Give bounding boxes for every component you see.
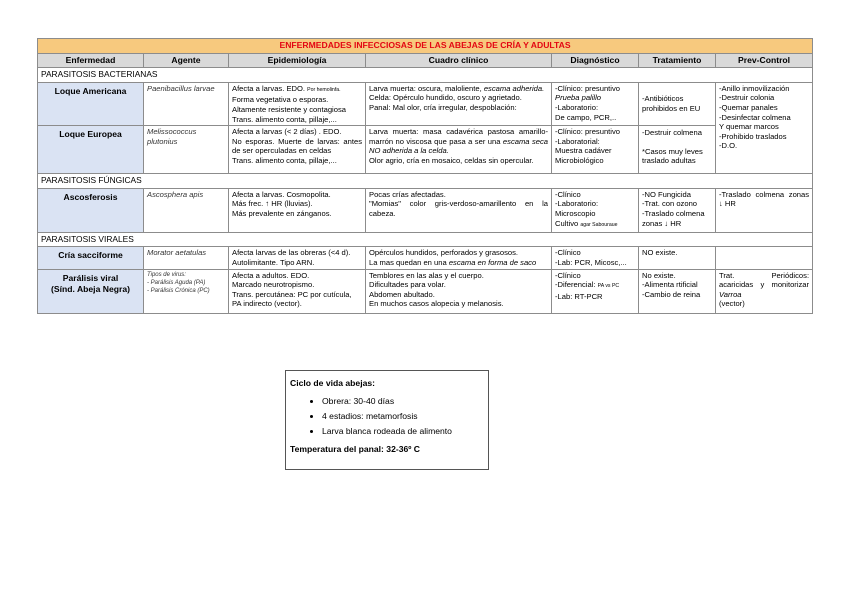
table-title: ENFERMEDADES INFECCIOSAS DE LAS ABEJAS DE CRÍA Y ADULTAS [38,39,813,54]
epi-line: Afecta a larvas. EDO. [232,83,306,93]
diag-cell [552,247,639,269]
prev-cell [716,82,813,173]
header-prev-control: Prev-Control [716,53,813,68]
epi-line: No esporas. Muerte de larvas: antes de ser operculadas en celdas [232,136,362,156]
diag-line: De campo, PCR,.. [555,112,617,122]
clinic-cell [366,269,552,313]
disease-name: Loque Europea [38,126,144,174]
prev-cell: -Traslado colmena zonas ↓ HR [716,188,813,232]
treat-cell [639,126,716,174]
table-row [38,82,813,125]
header-row [38,53,813,68]
life-cycle-box [285,370,489,470]
disease-name-line: (Sínd. Abeja Negra) [51,283,130,294]
life-cycle-list [286,395,488,437]
diag-line: -Clínico: presuntivo [555,127,620,137]
diag-cell [552,269,639,313]
hive-temperature: Temperatura del panal: 32-36º C [290,444,421,454]
diseases-table [37,38,813,314]
clinic-line: Panal: Mal olor, cría irregular, despoblación: [369,102,517,112]
treat-line: No existe. [642,270,676,280]
agent-line: plutonius [147,136,178,146]
clinic-text: Larva muerta: masa cadavérica pastosa amarillo-marrón no viscosa que pasa a ser una [369,127,548,146]
prev-line: -D.O. [719,141,738,151]
clinic-line: Celda: Opérculo hundido, oscuro y agrietado. [369,93,522,103]
prev-italic: Varroa [719,289,742,299]
section-bacterianas: PARASITOSIS BACTERIANAS [38,68,813,83]
treat-cell: NO existe. [639,247,716,269]
diag-line: -Laboratorio: [555,199,599,209]
table-row [38,269,813,313]
agent-cell: Ascosphera apis [144,188,229,232]
diag-line: -Clínico [555,248,581,258]
clinic-line: Abdomen abultado. [369,289,435,299]
prev-line: -Destruir colonia [719,93,775,103]
diag-cell [552,126,639,174]
clinic-text: La mas quedan en una [369,257,447,267]
treat-cell [639,188,716,232]
header-tratamiento: Tratamiento [639,53,716,68]
table-row [38,188,813,232]
epi-note: Por hemolinfa. [307,86,341,93]
prev-cell [716,269,813,313]
epi-cell [229,82,366,125]
header-diagnostico: Diagnóstico [552,53,639,68]
epi-line: Más prevalente en zánganos. [232,208,332,218]
agent-cell: Morator aetatulas [144,247,229,269]
epi-line: Afecta a larvas. Cosmopolita. [232,189,331,199]
prev-line: (vector) [719,299,745,309]
header-enfermedad: Enfermedad [38,53,144,68]
clinic-line: Pocas crías afectadas. [369,189,446,199]
prev-text: Trat. Periódicos: acaricidas y monitorizar [719,270,810,290]
clinic-line: Temblores en las alas y el cuerpo. [369,270,484,280]
prev-line: Y quemar marcos [719,122,779,132]
clinic-line: Dificultades para volar. [369,280,446,290]
epi-cell [229,188,366,232]
clinic-italic: escama seca NO adherida a la celda. [369,136,548,156]
agent-line: - Parálisis Crónica (PC) [147,287,210,294]
prev-line: -Prohibido traslados [719,131,787,141]
diag-line: -Laboratorial: [555,136,600,146]
prev-line: -Quemar panales [719,102,778,112]
clinic-italic: escama adherida. [483,83,545,93]
epi-line: Marcado neurotropismo. [232,280,315,290]
clinic-line: En muchos casos alopecia y melanosis. [369,299,504,309]
clinic-cell [366,126,552,174]
diag-line: Prueba palillo [555,93,602,103]
table-row [38,126,813,174]
disease-name-line: Parálisis viral [62,272,119,283]
disease-name: Ascosferosis [38,188,144,232]
diag-line: -Lab: PCR, Micosc,... [555,257,627,267]
diag-line: Cultivo [555,218,579,228]
clinic-line: "Momias" color gris-verdoso-amarillento en la cabeza. [369,199,548,218]
treat-line: -Cambio de reina [642,289,701,299]
diag-line: -Clínico [555,270,581,280]
disease-name [38,269,144,313]
diag-note: agar Sabouraue [580,221,618,228]
clinic-line: Olor agrio, cría en mosaico, celdas sin opercular. [369,155,534,165]
diag-line: Microbiológico [555,155,604,165]
header-agente: Agente [144,53,229,68]
diag-line: -Clínico: presuntivo [555,83,620,93]
treat-cell: -Antibióticos prohibidos en EU [639,82,716,125]
epi-line: Trans. alimento conta, pillaje,... [232,155,337,165]
clinic-cell [366,188,552,232]
epi-line: Altamente resistente y contagiosa [232,104,346,114]
epi-line: Forma vegetativa o esporas. [232,95,329,105]
clinic-italic: escama en forma de saco [448,257,537,267]
clinic-line: Opérculos hundidos, perforados y grasosos. [369,248,519,258]
treat-line: *Casos muy leves traslado adultas [642,146,703,166]
list-item: • Obrera: 30-40 días [322,395,488,407]
epi-line: Afecta a adultos. EDO. [232,270,310,280]
prev-line: -Desinfectar colmena [719,112,791,122]
diag-line: -Lab: RT-PCR [555,291,603,301]
diag-line: -Clínico [555,189,581,199]
life-cycle-title: Ciclo de vida abejas: [290,378,376,388]
prev-cell [716,247,813,269]
epi-line: Trans. alimento conta, pillaje,... [232,114,337,124]
epi-line: Afecta a larvas (< 2 días) . EDO. [232,127,342,137]
agent-line: Tipos de virus: [147,271,186,278]
epi-cell [229,247,366,269]
epi-line: Más frec. ↑ HR (lluvias). [232,199,313,209]
diag-cell [552,82,639,125]
diag-line: Microscopio [555,208,596,218]
epi-line: PA indirecto (vector). [232,299,302,309]
disease-name: Loque Americana [38,82,144,125]
section-fungicas: PARASITOSIS FÚNGICAS [38,174,813,189]
prev-line: -Anillo inmovilización [719,83,790,93]
table-row [38,247,813,269]
diag-line: -Laboratorio: [555,102,599,112]
header-epidemiologia: Epidemiología [229,53,366,68]
epi-line: Afecta larvas de las obreras (<4 d). [232,248,351,258]
agent-cell [144,126,229,174]
header-cuadro-clinico: Cuadro clínico [366,53,552,68]
treat-line: -Traslado colmena zonas ↓ HR [642,208,705,228]
agent-line: - Parálisis Aguda (PA) [147,279,206,286]
epi-line: Trans. percutánea: PC por cutícula, [232,289,352,299]
agent-line: Melissococcus [147,127,197,137]
clinic-text: Larva muerta: oscura, maloliente, [369,83,482,93]
agent-cell [144,269,229,313]
diag-line: Muestra cadáver [555,146,612,156]
disease-name: Cría sacciforme [38,247,144,269]
treat-line: -Trat. con ozono [642,199,698,209]
agent-cell: Paenibacillus larvae [144,82,229,125]
epi-line: Autolimitante. Tipo ARN. [232,257,315,267]
clinic-cell [366,82,552,125]
diag-note: PA vs PC [597,283,620,290]
diag-cell [552,188,639,232]
treat-line: -Destruir colmena [642,128,702,138]
treat-line: -NO Fungicida [642,189,691,199]
list-item: • 4 estadios: metamorfosis [322,410,488,422]
epi-cell [229,269,366,313]
list-item: • Larva blanca rodeada de alimento [322,425,488,437]
treat-line: -Alimenta rtificial [642,280,698,290]
treat-cell [639,269,716,313]
diag-line: -Diferencial: [555,280,596,290]
clinic-cell [366,247,552,269]
section-virales: PARASITOSIS VIRALES [38,232,813,247]
epi-cell [229,126,366,174]
